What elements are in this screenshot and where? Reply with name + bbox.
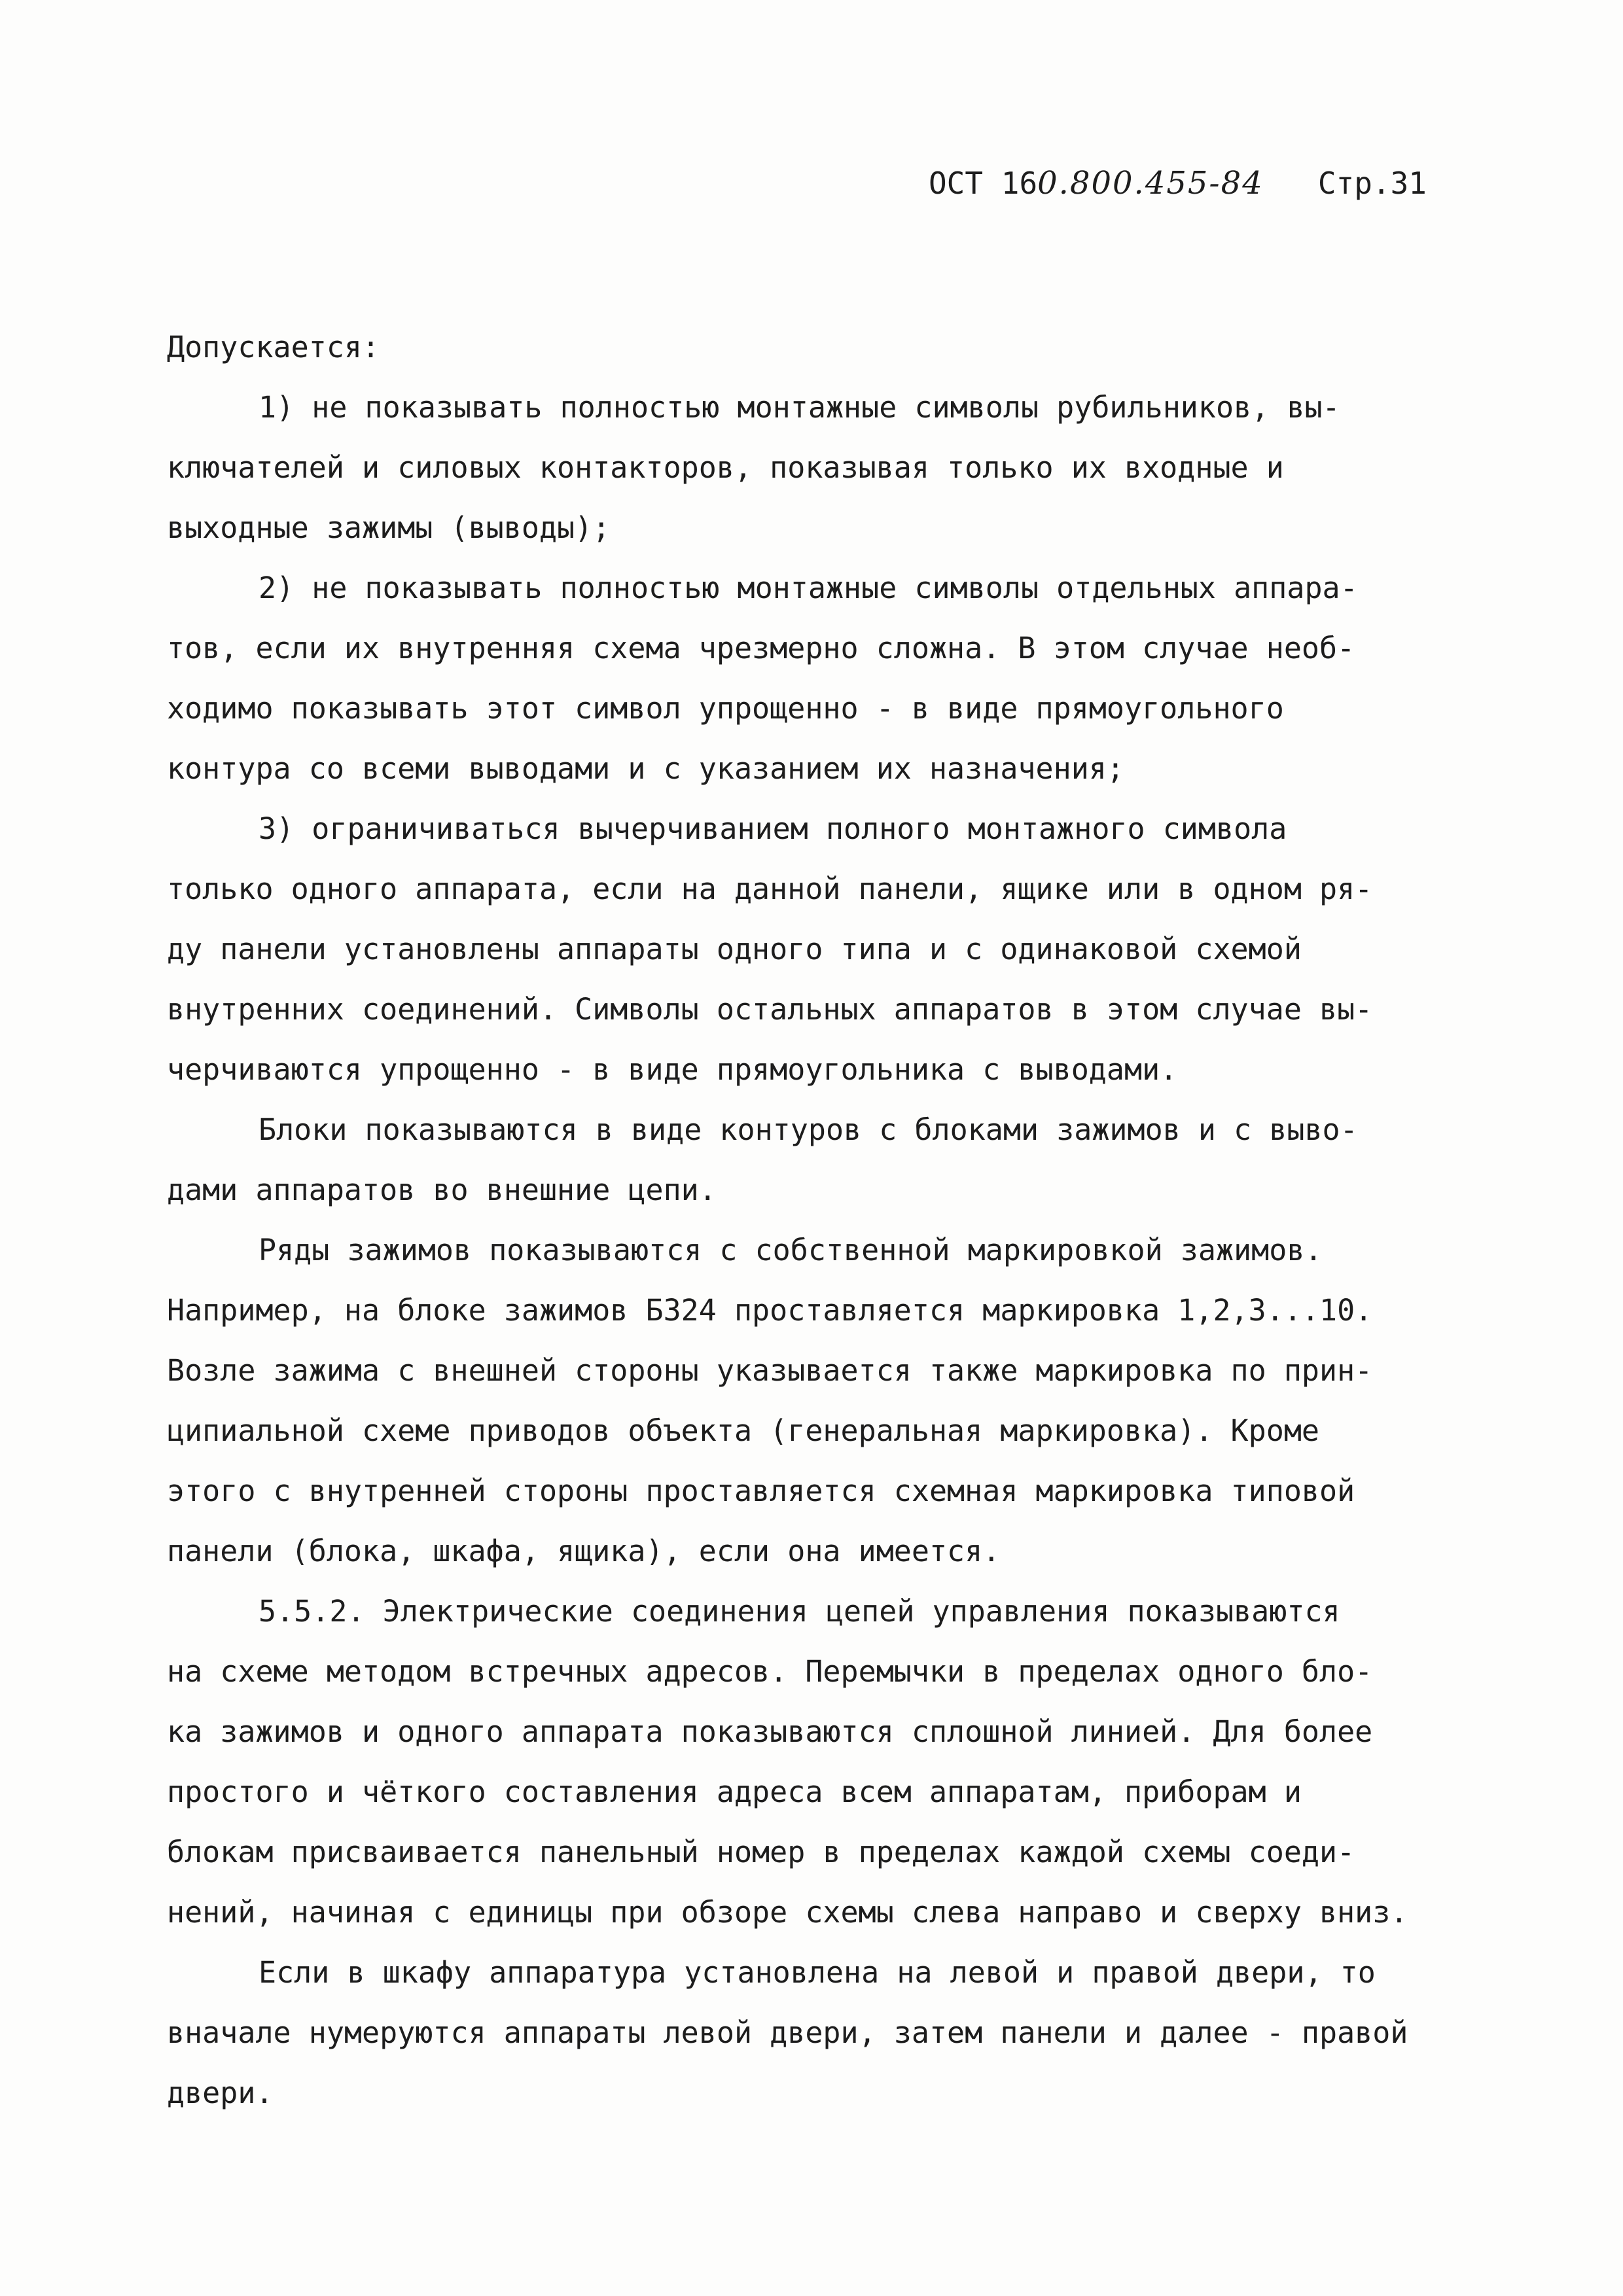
text-line: черчиваются упрощенно - в виде прямоугольника с выводами. [167,1052,1178,1087]
text-line: ключателей и силовых контакторов, показывая только их входные и [167,450,1284,485]
text-line: Если в шкафу аппаратура установлена на левой и правой двери, то [259,1955,1376,1990]
text-line: 5.5.2. Электрические соединения цепей управления показываются [259,1594,1340,1629]
handwritten-doc-number: 0.800.455-84 [1037,165,1264,202]
text-line: внутренних соединений. Символы остальных аппаратов в этом случае вы- [167,992,1373,1027]
text-line: простого и чёткого составления адреса всем аппаратам, приборам и [167,1775,1302,1809]
text-line: Ряды зажимов показываются с собственной маркировкой зажимов. [259,1233,1323,1267]
text-line: на схеме методом встречных адресов. Перемычки в пределах одного бло- [167,1654,1373,1689]
text-line: тов, если их внутренняя схема чрезмерно сложна. В этом случае необ- [167,631,1355,665]
text-line: блокам присваивается панельный номер в пределах каждой схемы соеди- [167,1835,1355,1869]
text-line: панели (блока, шкафа, ящика), если она имеется. [167,1534,1001,1568]
text-line: Допускается: [167,330,380,364]
standard-prefix: ОСТ 16 [928,166,1038,201]
text-line: ка зажимов и одного аппарата показываются сплошной линией. Для более [167,1714,1373,1749]
text-line: двери. [167,2075,274,2110]
page-header [929,165,1427,202]
text-line: выходные зажимы (выводы); [167,510,611,545]
text-line: Например, на блоке зажимов Б324 проставляется маркировка 1,2,3...10. [167,1293,1373,1328]
text-line: только одного аппарата, если на данной панели, ящике или в одном ря- [167,872,1373,906]
text-line: 3) ограничиваться вычерчиванием полного монтажного символа [259,811,1287,846]
text-line: 1) не показывать полностью монтажные символы рубильников, вы- [259,390,1340,425]
page-number: Стр.31 [1317,166,1427,201]
text-line: Возле зажима с внешней стороны указывается также маркировка по прин- [167,1353,1373,1388]
text-line: 2) не показывать полностью монтажные символы отдельных аппара- [259,571,1358,605]
text-line: контура со всеми выводами и с указанием их назначения; [167,751,1124,786]
text-line: ду панели установлены аппараты одного типа и с одинаковой схемой [167,932,1302,966]
text-line: ходимо показывать этот символ упрощенно - в виде прямоугольного [167,691,1284,726]
text-line: этого с внутренней стороны проставляется схемная маркировка типовой [167,1474,1355,1508]
body-text [167,317,1476,2123]
text-line: дами аппаратов во внешние цепи. [167,1173,717,1207]
text-line: Блоки показываются в виде контуров с блоками зажимов и с выво- [259,1112,1358,1147]
text-line: ципиальной схеме приводов объекта (генеральная маркировка). Кроме [167,1413,1319,1448]
text-line: нений, начиная с единицы при обзоре схемы слева направо и сверху вниз. [167,1895,1408,1930]
text-line: вначале нумеруются аппараты левой двери, затем панели и далее - правой [167,2015,1408,2050]
